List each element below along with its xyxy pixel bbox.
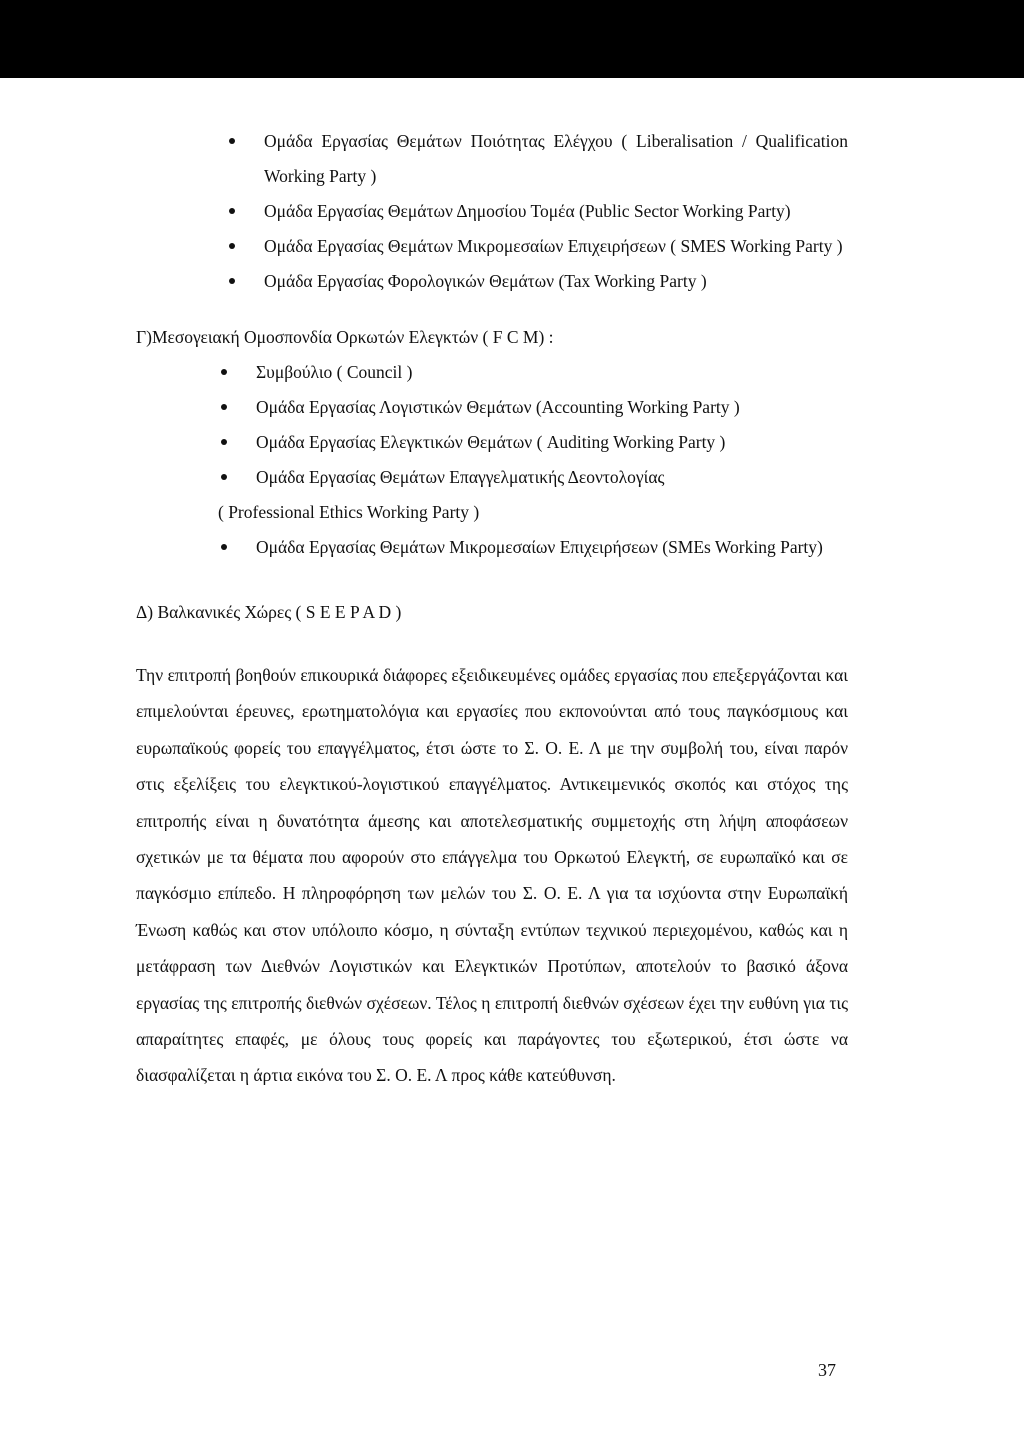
section-heading-fcm: Γ)Μεσογειακή Ομοσπονδία Ορκωτών Ελεγκτών ( F C M) : bbox=[136, 327, 554, 347]
list-item: Συμβούλιο ( Council ) bbox=[218, 355, 848, 390]
list-item: Ομάδα Εργασίας Φορολογικών Θεμάτων (Tax Working Party ) bbox=[226, 264, 848, 299]
document-body bbox=[136, 124, 848, 1094]
fcm-list bbox=[218, 355, 848, 495]
body-paragraph: Την επιτροπή βοηθούν επικουρικά διάφορες εξειδικευμένες ομάδες εργασίας που επεξεργάζονται και επιμελούνται έρευνες, ερωτηματολόγια και εργασίες που εκπονούνται από τους παγκόσμιους και ευρωπαϊκούς φορείς του επαγγέλματος, έτσι ώστε το Σ. Ο. Ε. Λ με την συμβολή του, είναι παρόν στις εξελίξεις του ελεγκτικού-λογιστικού επαγγέλματος. Αντικειμενικός σκοπός και στόχος της επιτροπής είναι η δυνατότητα άμεσης και αποτελεσματικής συμμετοχής στη λήψη αποφάσεων σχετικών με τα θέματα που αφορούν στο επάγγελμα του Ορκωτού Ελεγκτή, σε ευρωπαϊκό και σε παγκόσμιο επίπεδο. Η πληροφόρηση των μελών του Σ. Ο. Ε. Λ για τα ισχύοντα στην Ευρωπαϊκή Ένωση καθώς και στον υπόλοιπο κόσμο, η σύνταξη εντύπων τεχνικού περιεχομένου, καθώς και η μετάφραση των Διεθνών Λογιστικών και Ελεγκτικών Προτύπων, αποτελούν το βασικό άξονα εργασίας της επιτροπής διεθνών σχέσεων. Τέλος η επιτροπή διεθνών σχέσεων έχει την ευθύνη για τις απαραίτητες επαφές, με όλους τους φορείς και παράγοντες του εξωτερικού, έτσι ώστε να διασφαλίζεται η άρτια εικόνα του Σ. Ο. Ε. Λ προς κάθε κατεύθυνση. bbox=[136, 665, 848, 1086]
list-item: Ομάδα Εργασίας Θεμάτων Ποιότητας Ελέγχου ( Liberalisation / Qualification Working Party ) bbox=[226, 124, 848, 194]
fcm-list-continued bbox=[218, 530, 848, 565]
list-item: Ομάδα Εργασίας Θεμάτων Επαγγελματικής Δεοντολογίας bbox=[218, 460, 848, 495]
list-item: Ομάδα Εργασίας Λογιστικών Θεμάτων (Accounting Working Party ) bbox=[218, 390, 848, 425]
working-party-list bbox=[226, 124, 848, 299]
scan-top-border bbox=[0, 0, 1024, 78]
list-item-continuation: ( Professional Ethics Working Party ) bbox=[218, 502, 480, 522]
page-number: 37 bbox=[818, 1360, 836, 1380]
list-item: Ομάδα Εργασίας Ελεγκτικών Θεμάτων ( Auditing Working Party ) bbox=[218, 425, 848, 460]
list-item: Ομάδα Εργασίας Θεμάτων Μικρομεσαίων Επιχειρήσεων (SMEs Working Party) bbox=[218, 530, 848, 565]
section-heading-balkans: Δ) Βαλκανικές Χώρες ( S E E P A D ) bbox=[136, 602, 402, 622]
list-item: Ομάδα Εργασίας Θεμάτων Δημοσίου Τομέα (Public Sector Working Party) bbox=[226, 194, 848, 229]
list-item: Ομάδα Εργασίας Θεμάτων Μικρομεσαίων Επιχειρήσεων ( SMES Working Party ) bbox=[226, 229, 848, 264]
